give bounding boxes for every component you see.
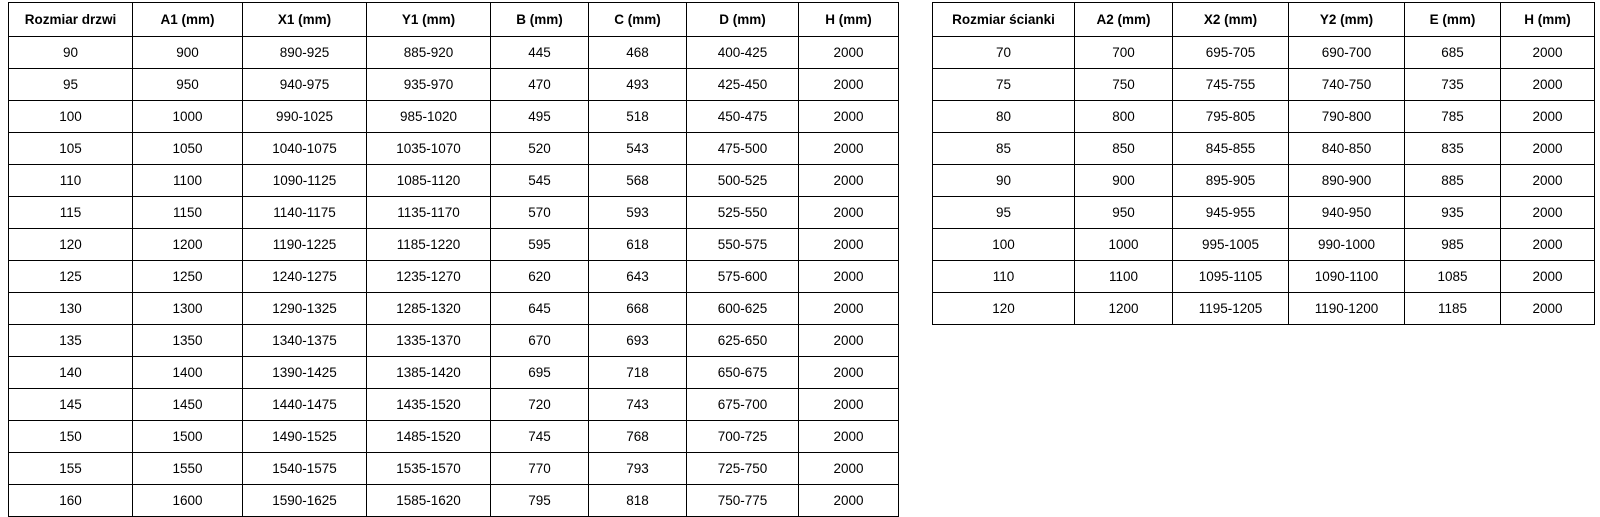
table-cell: 1385-1420 [367,357,491,389]
doors-column-header: X1 (mm) [243,3,367,37]
table-cell: 735 [1405,69,1501,101]
table-cell: 135 [9,325,133,357]
table-cell: 468 [589,37,687,69]
table-cell: 743 [589,389,687,421]
doors-table-body [9,37,899,517]
table-cell: 793 [589,453,687,485]
table-cell: 145 [9,389,133,421]
table-row [933,133,1595,165]
table-cell: 1000 [133,101,243,133]
table-cell: 1140-1175 [243,197,367,229]
table-cell: 795-805 [1173,101,1289,133]
table-cell: 620 [491,261,589,293]
table-cell: 400-425 [687,37,799,69]
table-cell: 550-575 [687,229,799,261]
table-cell: 2000 [1501,261,1595,293]
table-cell: 770 [491,453,589,485]
table-row [933,165,1595,197]
table-cell: 570 [491,197,589,229]
table-cell: 2000 [799,197,899,229]
table-cell: 945-955 [1173,197,1289,229]
table-cell: 500-525 [687,165,799,197]
table-row [9,453,899,485]
table-row [9,293,899,325]
walls-column-header: Y2 (mm) [1289,3,1405,37]
table-cell: 1335-1370 [367,325,491,357]
doors-column-header: A1 (mm) [133,3,243,37]
table-cell: 685 [1405,37,1501,69]
table-cell: 2000 [1501,293,1595,325]
table-cell: 1085 [1405,261,1501,293]
table-cell: 795 [491,485,589,517]
table-cell: 645 [491,293,589,325]
table-cell: 105 [9,133,133,165]
table-cell: 650-675 [687,357,799,389]
table-cell: 1135-1170 [367,197,491,229]
table-cell: 693 [589,325,687,357]
walls-table-head [933,3,1595,37]
table-cell: 885-920 [367,37,491,69]
table-cell: 1185-1220 [367,229,491,261]
table-cell: 625-650 [687,325,799,357]
table-cell: 2000 [799,229,899,261]
table-cell: 1535-1570 [367,453,491,485]
table-cell: 1090-1100 [1289,261,1405,293]
table-cell: 600-625 [687,293,799,325]
doors-column-header: Y1 (mm) [367,3,491,37]
table-cell: 1285-1320 [367,293,491,325]
table-cell: 675-700 [687,389,799,421]
table-row [933,37,1595,69]
table-cell: 85 [933,133,1075,165]
table-cell: 2000 [1501,133,1595,165]
table-row [9,485,899,517]
table-cell: 160 [9,485,133,517]
table-cell: 520 [491,133,589,165]
table-cell: 1250 [133,261,243,293]
table-row [9,69,899,101]
table-cell: 750 [1075,69,1173,101]
table-cell: 475-500 [687,133,799,165]
table-cell: 2000 [799,325,899,357]
table-cell: 790-800 [1289,101,1405,133]
table-cell: 100 [9,101,133,133]
table-row [9,261,899,293]
table-cell: 668 [589,293,687,325]
table-cell: 543 [589,133,687,165]
table-row [9,389,899,421]
table-cell: 818 [589,485,687,517]
table-header-row [933,3,1595,37]
doors-dimensions-table [8,2,899,517]
table-cell: 935 [1405,197,1501,229]
table-cell: 1100 [133,165,243,197]
table-cell: 470 [491,69,589,101]
table-row [9,101,899,133]
doors-column-header: D (mm) [687,3,799,37]
table-cell: 1200 [133,229,243,261]
table-cell: 100 [933,229,1075,261]
table-cell: 1235-1270 [367,261,491,293]
walls-column-header: H (mm) [1501,3,1595,37]
table-cell: 845-855 [1173,133,1289,165]
table-cell: 690-700 [1289,37,1405,69]
table-cell: 2000 [1501,37,1595,69]
table-cell: 2000 [1501,101,1595,133]
table-cell: 1600 [133,485,243,517]
table-cell: 450-475 [687,101,799,133]
table-cell: 890-925 [243,37,367,69]
table-cell: 1300 [133,293,243,325]
table-cell: 155 [9,453,133,485]
table-cell: 495 [491,101,589,133]
table-cell: 1150 [133,197,243,229]
table-row [933,197,1595,229]
table-cell: 115 [9,197,133,229]
table-cell: 95 [9,69,133,101]
table-cell: 740-750 [1289,69,1405,101]
table-cell: 1585-1620 [367,485,491,517]
table-cell: 670 [491,325,589,357]
table-cell: 720 [491,389,589,421]
table-row [933,101,1595,133]
table-cell: 2000 [799,357,899,389]
table-cell: 2000 [799,485,899,517]
table-cell: 695 [491,357,589,389]
table-cell: 985-1020 [367,101,491,133]
table-cell: 1500 [133,421,243,453]
table-cell: 785 [1405,101,1501,133]
table-cell: 768 [589,421,687,453]
walls-column-header: Rozmiar ścianki [933,3,1075,37]
table-cell: 2000 [1501,197,1595,229]
table-cell: 125 [9,261,133,293]
table-cell: 1550 [133,453,243,485]
table-cell: 2000 [1501,229,1595,261]
table-cell: 1350 [133,325,243,357]
table-header-row [9,3,899,37]
table-cell: 835 [1405,133,1501,165]
table-cell: 110 [9,165,133,197]
table-cell: 618 [589,229,687,261]
table-cell: 2000 [1501,69,1595,101]
table-cell: 895-905 [1173,165,1289,197]
table-cell: 1290-1325 [243,293,367,325]
table-cell: 1035-1070 [367,133,491,165]
table-cell: 2000 [1501,165,1595,197]
table-cell: 95 [933,197,1075,229]
doors-column-header: B (mm) [491,3,589,37]
table-cell: 643 [589,261,687,293]
table-cell: 935-970 [367,69,491,101]
doors-dimensions-table-container [8,2,899,517]
table-row [9,325,899,357]
table-cell: 1190-1200 [1289,293,1405,325]
table-cell: 1450 [133,389,243,421]
table-row [9,421,899,453]
table-cell: 990-1000 [1289,229,1405,261]
table-cell: 80 [933,101,1075,133]
table-cell: 1195-1205 [1173,293,1289,325]
table-cell: 745-755 [1173,69,1289,101]
table-cell: 840-850 [1289,133,1405,165]
table-cell: 568 [589,165,687,197]
table-cell: 990-1025 [243,101,367,133]
table-cell: 850 [1075,133,1173,165]
table-cell: 1090-1125 [243,165,367,197]
table-cell: 545 [491,165,589,197]
table-cell: 2000 [799,133,899,165]
table-cell: 885 [1405,165,1501,197]
table-cell: 2000 [799,37,899,69]
table-cell: 1000 [1075,229,1173,261]
table-row [933,261,1595,293]
table-cell: 518 [589,101,687,133]
table-cell: 575-600 [687,261,799,293]
table-cell: 1400 [133,357,243,389]
table-cell: 700-725 [687,421,799,453]
table-cell: 2000 [799,421,899,453]
table-cell: 718 [589,357,687,389]
table-cell: 745 [491,421,589,453]
table-row [9,197,899,229]
table-row [9,165,899,197]
table-cell: 150 [9,421,133,453]
walls-column-header: A2 (mm) [1075,3,1173,37]
doors-column-header: Rozmiar drzwi [9,3,133,37]
table-cell: 2000 [799,261,899,293]
table-row [933,69,1595,101]
table-cell: 2000 [799,165,899,197]
table-cell: 1190-1225 [243,229,367,261]
table-cell: 140 [9,357,133,389]
table-cell: 2000 [799,293,899,325]
table-cell: 75 [933,69,1075,101]
table-row [9,133,899,165]
table-cell: 950 [1075,197,1173,229]
table-cell: 1485-1520 [367,421,491,453]
table-cell: 2000 [799,69,899,101]
table-cell: 900 [1075,165,1173,197]
table-cell: 1590-1625 [243,485,367,517]
table-cell: 1095-1105 [1173,261,1289,293]
walls-column-header: E (mm) [1405,3,1501,37]
table-cell: 725-750 [687,453,799,485]
table-cell: 130 [9,293,133,325]
table-cell: 940-950 [1289,197,1405,229]
doors-column-header: C (mm) [589,3,687,37]
table-cell: 995-1005 [1173,229,1289,261]
table-row [9,229,899,261]
table-cell: 120 [933,293,1075,325]
table-cell: 2000 [799,453,899,485]
table-cell: 1390-1425 [243,357,367,389]
table-row [9,37,899,69]
table-cell: 695-705 [1173,37,1289,69]
table-cell: 700 [1075,37,1173,69]
table-row [933,293,1595,325]
table-row [9,357,899,389]
table-cell: 90 [933,165,1075,197]
table-cell: 985 [1405,229,1501,261]
table-cell: 595 [491,229,589,261]
table-cell: 1540-1575 [243,453,367,485]
table-cell: 1200 [1075,293,1173,325]
table-cell: 1050 [133,133,243,165]
table-row [933,229,1595,261]
table-cell: 1185 [1405,293,1501,325]
table-cell: 750-775 [687,485,799,517]
table-cell: 950 [133,69,243,101]
table-cell: 593 [589,197,687,229]
table-cell: 2000 [799,101,899,133]
table-cell: 900 [133,37,243,69]
table-cell: 1240-1275 [243,261,367,293]
walls-dimensions-table-container [932,2,1595,325]
table-cell: 525-550 [687,197,799,229]
walls-table-body [933,37,1595,325]
table-cell: 940-975 [243,69,367,101]
table-cell: 890-900 [1289,165,1405,197]
doors-table-head [9,3,899,37]
table-cell: 120 [9,229,133,261]
table-cell: 1440-1475 [243,389,367,421]
table-cell: 1435-1520 [367,389,491,421]
table-cell: 493 [589,69,687,101]
table-cell: 1040-1075 [243,133,367,165]
table-cell: 1100 [1075,261,1173,293]
table-cell: 1340-1375 [243,325,367,357]
walls-column-header: X2 (mm) [1173,3,1289,37]
table-cell: 425-450 [687,69,799,101]
doors-column-header: H (mm) [799,3,899,37]
table-cell: 70 [933,37,1075,69]
table-cell: 90 [9,37,133,69]
table-cell: 445 [491,37,589,69]
walls-dimensions-table [932,2,1595,325]
table-cell: 1085-1120 [367,165,491,197]
table-cell: 110 [933,261,1075,293]
table-cell: 2000 [799,389,899,421]
table-cell: 800 [1075,101,1173,133]
table-cell: 1490-1525 [243,421,367,453]
